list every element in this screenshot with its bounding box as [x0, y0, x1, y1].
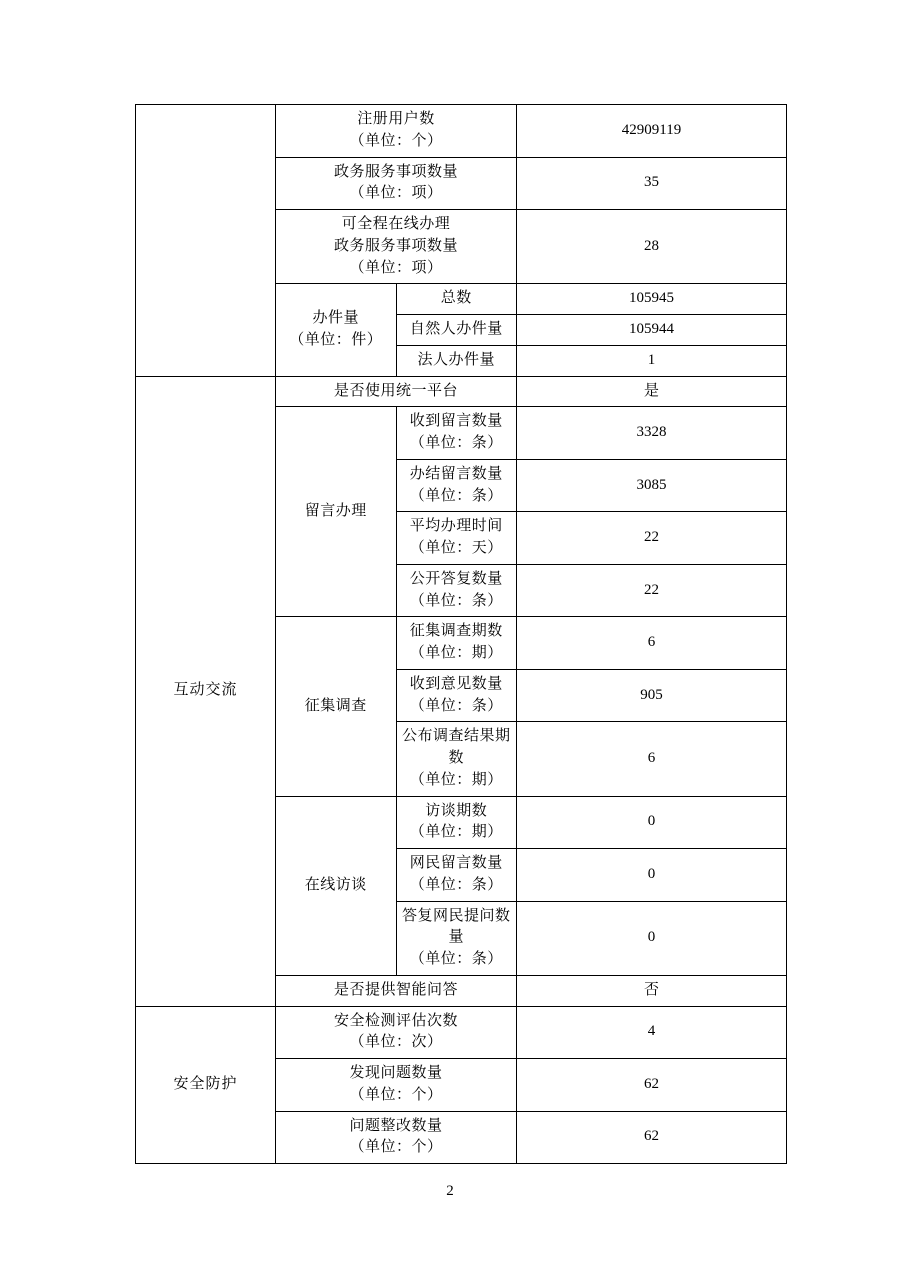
sub-label-line-1: 平均办理时间	[409, 518, 503, 535]
row-label-unified-platform: 是否使用统一平台	[276, 376, 517, 407]
sub-label-line-1: 收到意见数量	[409, 675, 503, 692]
sub-value-netizen-replies: 0	[517, 901, 787, 975]
sub-value-netizen-messages: 0	[517, 849, 787, 902]
sub-label-line-2: （单位：条）	[409, 487, 503, 504]
label-line-1: 发现问题数量	[349, 1065, 443, 1081]
sub-label-netizen-messages	[396, 849, 517, 902]
label-line-2: （单位：个）	[349, 132, 443, 149]
sub-label-line-2: （单位：条）	[409, 951, 503, 967]
sub-value-messages-received: 3328	[517, 407, 787, 460]
table-row	[136, 105, 787, 158]
sub-value-messages-completed: 3085	[517, 459, 787, 512]
row-label-security-assessments	[276, 1006, 517, 1059]
sub-label-total: 总数	[396, 284, 517, 315]
sub-value-public-replies: 22	[517, 564, 787, 617]
sub-label-public-replies	[396, 564, 517, 617]
sub-value-total: 105945	[517, 284, 787, 315]
category-cell-security: 安全防护	[136, 1006, 276, 1164]
sub-label-results-published	[396, 722, 517, 796]
row-label-case-volume	[276, 284, 397, 376]
label-line-3: （单位：项）	[349, 259, 443, 276]
sub-label-line-2: （单位：期）	[409, 771, 503, 788]
sub-label-messages-received	[396, 407, 517, 460]
row-label-survey: 征集调查	[276, 617, 397, 796]
label-line-2: （单位：件）	[289, 331, 383, 348]
row-value-online-service-items: 28	[517, 210, 787, 284]
label-line-1: 可全程在线办理	[341, 216, 451, 232]
sub-label-line-2: （单位：天）	[409, 540, 503, 556]
sub-label-line-1: 答复网民提问数量	[401, 907, 511, 946]
row-label-service-items	[276, 157, 517, 210]
category-cell-service	[136, 105, 276, 377]
sub-label-line-2: （单位：条）	[409, 876, 503, 893]
sub-label-opinions-received	[396, 669, 517, 722]
sub-label-line-2: （单位：条）	[409, 697, 503, 714]
table-row	[136, 1006, 787, 1059]
sub-label-line-2: （单位：期）	[409, 645, 503, 661]
sub-label-line-1: 征集调查期数	[409, 623, 503, 640]
sub-label-line-1: 访谈期数	[425, 802, 488, 819]
row-value-registered-users: 42909119	[517, 105, 787, 158]
sub-value-survey-count: 6	[517, 617, 787, 670]
sub-label-line-1: 收到留言数量	[409, 413, 503, 430]
sub-label-natural-person: 自然人办件量	[396, 315, 517, 346]
label-line-2: （单位：个）	[349, 1086, 443, 1103]
row-value-issues-fixed: 62	[517, 1111, 787, 1164]
row-value-service-items: 35	[517, 157, 787, 210]
label-line-2: （单位：项）	[349, 185, 443, 202]
label-line-1: 安全检测评估次数	[333, 1012, 458, 1029]
label-line-1: 问题整改数量	[349, 1117, 443, 1134]
label-line-1: 注册用户数	[357, 111, 435, 127]
sub-label-interview-count	[396, 796, 517, 849]
sub-label-average-time	[396, 512, 517, 565]
statistics-table	[135, 104, 787, 1164]
sub-value-natural-person: 105944	[517, 315, 787, 346]
row-label-message-handling: 留言办理	[276, 407, 397, 617]
row-label-registered-users	[276, 105, 517, 158]
sub-label-line-1: 公开答复数量	[409, 570, 503, 587]
row-label-issues-found	[276, 1059, 517, 1112]
sub-value-average-time: 22	[517, 512, 787, 565]
row-value-security-assessments: 4	[517, 1006, 787, 1059]
sub-label-line-1: 公布调查结果期数	[401, 728, 511, 766]
row-label-online-service-items	[276, 210, 517, 284]
row-value-issues-found: 62	[517, 1059, 787, 1112]
sub-label-line-1: 网民留言数量	[409, 855, 503, 871]
sub-label-line-2: （单位：条）	[409, 592, 503, 609]
row-label-smart-qa: 是否提供智能问答	[276, 975, 517, 1006]
label-line-2: 政务服务事项数量	[333, 237, 458, 254]
statistics-table-container	[135, 104, 787, 1164]
category-cell-interaction: 互动交流	[136, 376, 276, 1006]
sub-label-messages-completed	[396, 459, 517, 512]
row-value-smart-qa: 否	[517, 975, 787, 1006]
sub-value-legal-person: 1	[517, 345, 787, 376]
row-value-unified-platform: 是	[517, 376, 787, 407]
sub-value-opinions-received: 905	[517, 669, 787, 722]
sub-label-line-1: 办结留言数量	[409, 465, 503, 482]
label-line-2: （单位：个）	[349, 1139, 443, 1156]
sub-label-netizen-replies	[396, 901, 517, 975]
sub-label-legal-person: 法人办件量	[396, 345, 517, 376]
label-line-1: 办件量	[312, 310, 359, 327]
table-row	[136, 376, 787, 407]
row-label-issues-fixed	[276, 1111, 517, 1164]
label-line-1: 政务服务事项数量	[333, 163, 458, 180]
row-label-online-interview: 在线访谈	[276, 796, 397, 975]
page-number: 2	[446, 1183, 454, 1199]
sub-value-interview-count: 0	[517, 796, 787, 849]
sub-label-line-2: （单位：条）	[409, 435, 503, 451]
sub-label-line-2: （单位：期）	[409, 824, 503, 841]
sub-value-results-published: 6	[517, 722, 787, 796]
label-line-2: （单位：次）	[349, 1034, 443, 1051]
sub-label-survey-count	[396, 617, 517, 670]
